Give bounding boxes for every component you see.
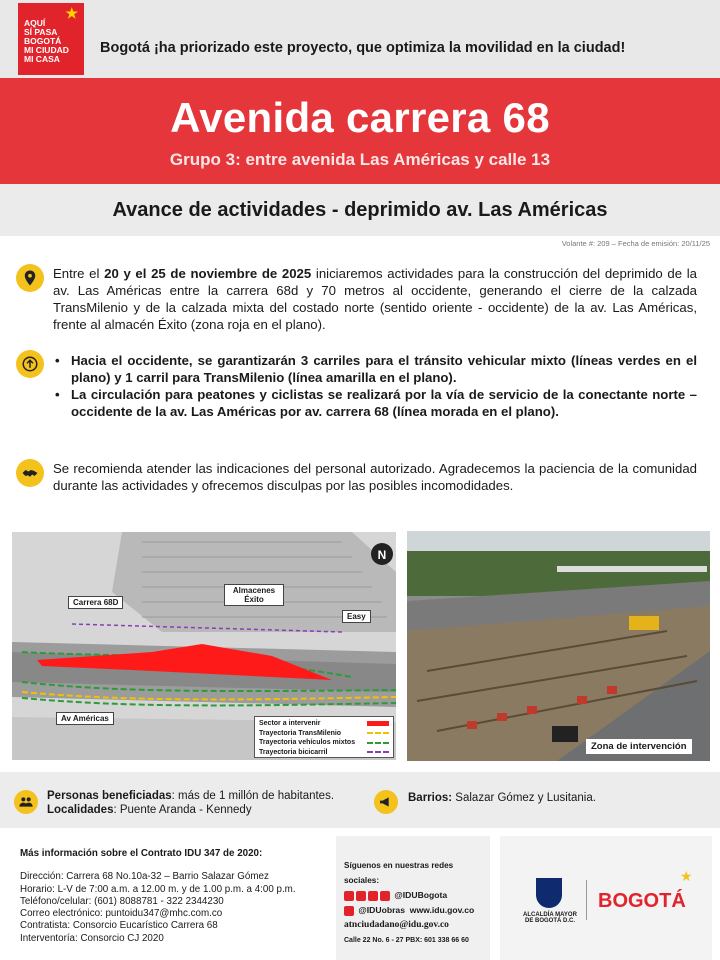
section-title: Avance de actividades - deprimido av. Las Américas <box>112 199 608 221</box>
youtube-icon[interactable] <box>380 891 390 901</box>
beneficiaries-text <box>47 789 334 817</box>
website-link[interactable]: www.idu.gov.co <box>409 905 475 915</box>
section-bar <box>0 184 720 236</box>
site-photo-drawing <box>407 531 710 761</box>
contract-heading: Más información sobre el Contrato IDU 347 de 2020: <box>20 848 263 859</box>
page-subtitle: Grupo 3: entre avenida Las Américas y calle 13 <box>169 150 551 169</box>
contract-line: Correo electrónico: puntoidu347@mhc.com.co <box>20 908 223 920</box>
legend-label: Sector a intervenir <box>259 720 321 727</box>
social-title: Síguenos en nuestras redes sociales: <box>344 861 454 885</box>
contract-line: Horario: L-V de 7:00 a.m. a 12.00 m. y de 1.00 p.m. a 4:00 p.m. <box>20 883 296 895</box>
x-icon[interactable] <box>368 891 378 901</box>
barrios-value: Salazar Gómez y Lusitania. <box>452 792 596 804</box>
email-link[interactable]: atnciudadano@idu.gov.co <box>344 920 449 930</box>
legend-row <box>259 738 389 748</box>
map-legend <box>254 716 394 758</box>
logo-line: AQUÍ <box>24 18 46 28</box>
top-bar <box>0 0 720 78</box>
legend-swatch <box>367 721 389 726</box>
tiktok-icon[interactable] <box>344 906 354 916</box>
location-pin-icon <box>16 264 44 292</box>
legend-swatch <box>367 732 389 734</box>
megaphone-icon <box>374 790 398 814</box>
handshake-icon <box>16 459 44 487</box>
alcaldia-text: ALCALDÍA MAYOR DE BOGOTÁ D.C. <box>523 912 577 924</box>
legend-label: Trayectoria TransMilenio <box>259 729 342 737</box>
localities-label: Localidades <box>47 804 114 816</box>
contract-line: Dirección: Carrera 68 No.10a-32 – Barrio Salazar Gómez <box>20 871 269 883</box>
title-banner <box>0 78 720 184</box>
recommendation-paragraph: Se recomienda atender las indicaciones del personal autorizado. Agradecemos la paciencia de la comunidad durante las actividades y ofrecemos disculpas por las posibles incomodidades. <box>53 461 697 493</box>
legend-row <box>259 719 389 729</box>
legend-label: Trayectoria bicicarril <box>259 748 328 756</box>
social-handle2-row <box>344 903 482 918</box>
star-icon: ★ <box>680 868 693 884</box>
social-box <box>336 836 490 960</box>
facebook-icon[interactable] <box>344 891 354 901</box>
alcaldia-logo-box <box>500 836 712 960</box>
map-label-av-americas: Av Américas <box>56 712 114 725</box>
bogota-wordmark: BOGOTÁ <box>598 890 686 912</box>
intro-dates: 20 y el 25 de noviembre de 2025 <box>104 266 312 281</box>
logo-line: MI CIUDAD <box>24 45 69 55</box>
people-icon <box>14 790 38 814</box>
social-handle[interactable]: @IDUBogota <box>394 890 448 900</box>
map-label-easy: Easy <box>342 610 371 623</box>
legend-label: Trayectoria vehículos mixtos <box>259 739 356 746</box>
intro-text: iniciaremos actividades para la construcción del deprimido de la av. Las Américas entre la carrera 68d y 70 metros al occidente, generando el cierre de la calzada TransMilenio y de la calzada mixta del costado norte (sentido oriente - occidente) de la av. Las Américas, frente al almacén Éxito (zona roja en el plano). <box>53 266 697 332</box>
barrios-label: Barrios: <box>408 792 453 804</box>
volante-number: Volante #: 209 – Fecha de emisión: 20/11/25 <box>561 239 710 248</box>
contract-line: Contratista: Consorcio Eucarístico Carrera 68 <box>20 920 218 932</box>
contract-line: Interventoría: Consorcio CJ 2020 <box>20 932 164 944</box>
contract-info <box>20 848 296 945</box>
contract-line: Teléfono/celular: (601) 8088781 - 322 2344230 <box>20 895 224 907</box>
map-label-almacenes: Almacenes Éxito <box>224 584 284 606</box>
legend-row <box>259 748 389 758</box>
logo-line: SÍ PASA <box>24 27 58 37</box>
photo-caption: Zona de intervención <box>586 739 692 754</box>
list-item: • La circulación para peatones y ciclistas se realizará por la vía de servicio de la conectante norte – occidente de la av. Las Américas por av. carrera 68 (línea morada en el plano). <box>53 386 697 420</box>
social-handle2[interactable]: @IDUobras <box>358 905 405 915</box>
logo-divider <box>586 880 587 920</box>
localities-value: : Puente Aranda - Kennedy <box>113 804 252 816</box>
intro-paragraph <box>53 265 697 333</box>
people-label: Personas beneficiadas <box>47 790 172 802</box>
legend-swatch <box>367 742 389 744</box>
star-icon: ★ <box>65 5 78 21</box>
legend-row <box>259 729 389 739</box>
tagline: Bogotá ¡ha priorizado este proyecto, que optimiza la movilidad en la ciudad! <box>100 40 626 56</box>
intro-text: Entre el <box>53 266 105 281</box>
list-item: • Hacia el occidente, se garantizarán 3 carriles para el tránsito vehicular mixto (líneas verdes en el plano) y 1 carril para TransMilenio (línea amarilla en el plano). <box>53 352 697 386</box>
instagram-icon[interactable] <box>356 891 366 901</box>
traffic-bullets <box>53 352 697 420</box>
map-label-carrera68d: Carrera 68D <box>68 596 123 609</box>
people-value: : más de 1 millón de habitantes. <box>171 790 335 802</box>
aqui-si-pasa-logo <box>18 3 84 75</box>
logo-line: BOGOTÁ <box>24 36 62 46</box>
social-handle-row <box>344 888 482 903</box>
barrios-text <box>408 791 596 805</box>
site-photo <box>407 531 710 761</box>
arrow-up-circle-icon <box>16 350 44 378</box>
legend-swatch <box>367 751 389 753</box>
north-label: N <box>377 548 387 562</box>
logo-line: MI CASA <box>24 54 60 64</box>
page-title: Avenida carrera 68 <box>170 94 550 141</box>
coat-of-arms-icon <box>536 878 562 908</box>
idu-address: Calle 22 No. 6 - 27 PBX: 601 338 66 60 <box>344 937 469 944</box>
